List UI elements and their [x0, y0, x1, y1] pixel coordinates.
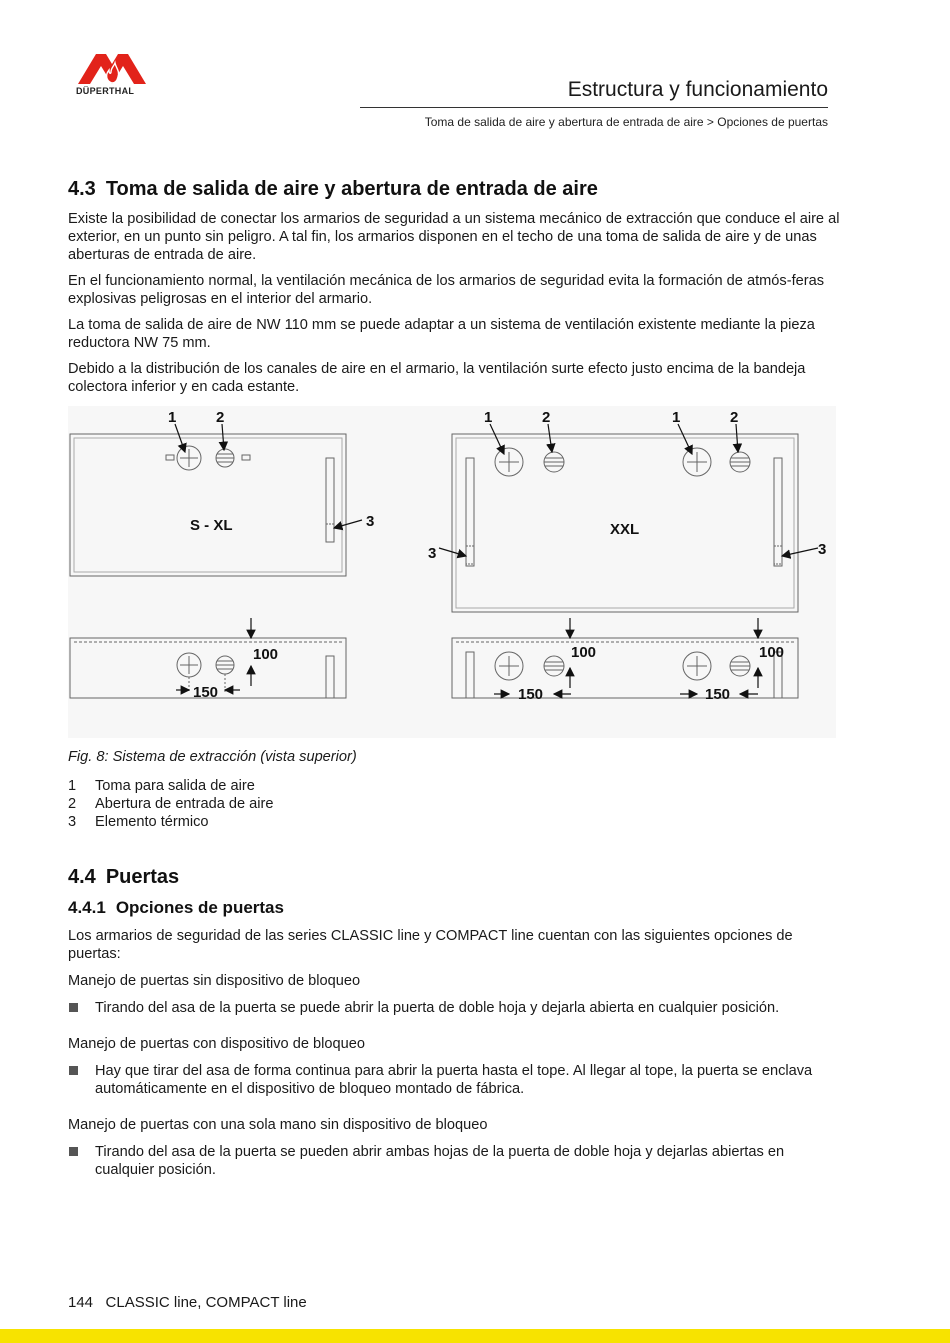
flame-logo-icon — [76, 50, 148, 86]
dimension-100: 100 — [759, 644, 785, 661]
group-heading: Manejo de puertas sin dispositivo de bloqueo — [68, 973, 361, 989]
callout-3: 3 — [428, 545, 437, 562]
dimension-150: 150 — [518, 686, 544, 703]
legend-text: Elemento térmico — [95, 814, 209, 830]
dimension-150: 150 — [193, 684, 219, 701]
group-heading: Manejo de puertas con dispositivo de bloqueo — [68, 1036, 365, 1052]
group-heading: Manejo de puertas con una sola mano sin dispositivo de bloqueo — [68, 1117, 488, 1133]
legend-text: Abertura de entrada de aire — [95, 796, 274, 812]
breadcrumb: Toma de salida de aire y abertura de entrada de aire > Opciones de puertas — [424, 115, 828, 129]
legend-item — [68, 795, 274, 813]
legend-text: Toma para salida de aire — [95, 778, 255, 794]
bullet-square-icon — [69, 1066, 78, 1075]
callout-3: 3 — [366, 513, 375, 530]
cabinet-sxl-top — [70, 434, 346, 576]
sxl-label: S - XL — [190, 517, 233, 534]
dimension-150: 150 — [705, 686, 731, 703]
legend-number: 3 — [68, 814, 77, 830]
subsection-title: Opciones de puertas — [115, 898, 284, 917]
product-name: CLASSIC line, COMPACT line — [105, 1294, 307, 1311]
callout-1: 1 — [672, 409, 681, 426]
section-number: 4.3 — [68, 178, 96, 200]
bullet-item — [68, 999, 840, 1026]
bullet-square-icon — [69, 1147, 78, 1156]
legend-item — [68, 813, 274, 831]
logo-text: DÜPERTHAL — [76, 86, 135, 96]
legend-number: 2 — [68, 796, 77, 812]
top-view-drawing — [68, 406, 836, 738]
page-footer — [68, 1294, 307, 1311]
bullet-item — [68, 1062, 840, 1107]
figure-caption: Fig. 8: Sistema de extracción (vista superior) — [68, 749, 357, 765]
callout-2: 2 — [216, 409, 225, 426]
paragraph: Debido a la distribución de los canales de aire en el armario, la ventilación surte efecto justo encima de la bandeja colectora inferior y en cada estante. — [68, 361, 806, 395]
section-title: Puertas — [105, 866, 180, 888]
section-title: Toma de salida de aire y abertura de entrada de aire — [105, 178, 598, 200]
section-heading-4-4 — [68, 866, 179, 889]
paragraph: Existe la posibilidad de conectar los armarios de seguridad a un sistema mecánico de extracción que conduce el aire al exterior, en un punto sin peligro. A tal fin, los armarios disponen en el techo de una toma de salida de aire y de unas aberturas de entrada de aire. — [68, 211, 840, 263]
callout-2: 2 — [542, 409, 551, 426]
subsection-number: 4.4.1 — [68, 898, 106, 917]
footer-color-bar — [0, 1329, 950, 1343]
bullet-item — [68, 1143, 840, 1188]
page-number: 144 — [68, 1294, 94, 1311]
paragraph: En el funcionamiento normal, la ventilación mecánica de los armarios de seguridad evita la formación de atmós-feras explosivas peligrosas en el interior del armario. — [68, 273, 825, 307]
callout-1: 1 — [484, 409, 493, 426]
callout-3: 3 — [818, 541, 827, 558]
chapter-title: Estructura y funcionamiento — [567, 78, 828, 101]
paragraph: La toma de salida de aire de NW 110 mm se puede adaptar a un sistema de ventilación existente mediante la pieza reductora NW 75 mm. — [68, 317, 815, 351]
section-body — [68, 927, 840, 1197]
legend-item — [68, 777, 274, 795]
bullet-text: Tirando del asa de la puerta se puede abrir la puerta de doble hoja y dejarla abierta en cualquier posición. — [95, 1000, 780, 1016]
figure-legend — [68, 777, 274, 831]
section-heading-4-3 — [68, 178, 598, 201]
extraction-system-figure — [68, 406, 836, 738]
header-divider — [360, 107, 828, 108]
callout-1: 1 — [168, 409, 177, 426]
bullet-square-icon — [69, 1003, 78, 1012]
dimension-100: 100 — [253, 646, 279, 663]
callout-2: 2 — [730, 409, 739, 426]
section-body — [68, 210, 840, 404]
section-number: 4.4 — [68, 866, 96, 888]
bullet-text: Tirando del asa de la puerta se pueden abrir ambas hojas de la puerta de doble hoja y dejarlas abiertas en cualquier posición. — [95, 1144, 785, 1178]
bullet-text: Hay que tirar del asa de forma continua para abrir la puerta hasta el tope. Al llegar al tope, la puerta se enclava automáticamente en el dispositivo de bloqueo montado de fábrica. — [95, 1063, 813, 1097]
legend-number: 1 — [68, 778, 77, 794]
xxl-label: XXL — [610, 521, 640, 538]
dimension-100: 100 — [571, 644, 597, 661]
intro-paragraph: Los armarios de seguridad de las series CLASSIC line y COMPACT line cuentan con las siguientes opciones de puertas: — [68, 928, 793, 962]
subsection-heading-4-4-1 — [68, 898, 284, 918]
